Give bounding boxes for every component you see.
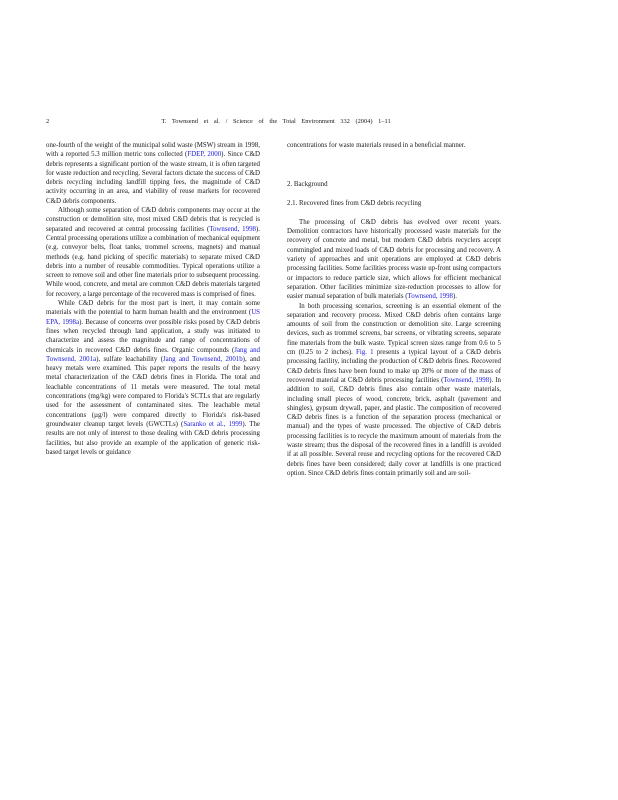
section-heading: 2. Background — [287, 181, 328, 189]
page-number: 2 — [46, 118, 50, 125]
paragraph — [287, 302, 501, 479]
paragraph — [46, 299, 260, 457]
paragraph — [287, 218, 501, 302]
paragraph — [46, 141, 260, 206]
paragraph-text: one-fourth of the weight of the municipal solid waste (MSW) stream in 1998, with a reported 5.3 million metric tons collected ( — [46, 142, 260, 159]
paragraph-text: ). The results are not only of interest to those dealing with C&D debris processing facilities, but also provide an example of the application of generic risk-based target levels or guidance — [46, 420, 260, 456]
citation-link[interactable]: Jang and Townsend, 2001b — [163, 355, 243, 363]
citation-link[interactable]: Townsend, 1998 — [407, 293, 453, 301]
citation-link[interactable]: US EPA, 1998a — [46, 309, 260, 326]
paragraph-text: While C&D debris for the most part is inert, it may contain some materials with the potential to harm human health and the environment ( — [46, 300, 260, 317]
paragraph-text: The processing of C&D debris has evolved over recent years. Demolition contractors have historically processed waste materials for the recovery of concrete and metal, but modern C&D debris recyclers accept commingled and mixed loads of C&D debris for processing and recovery. A variety of approaches and unit operations are employed at C&D debris processing facilities. Some facilities process waste up-front using compactors or impactors to reduce particle size, which allows for efficient mechanical separation. Other facilities minimize size-reduction processes to allow for easier manual separation of bulk materials ( — [287, 218, 501, 301]
running-header — [46, 118, 506, 130]
left-column — [46, 141, 260, 457]
paragraph-text: ). Central processing operations utilize a combination of mechanical equipment (e.g. conveyor belts, float tanks, trommel screens, magnets) and manual methods (e.g. hand picking of specific materials) to separate mixed C&D debris into a number of reusable commodities. Typical operations utilize a screen to remove soil and other fine materials prior to subsequent processing. While wood, concrete, and metal are common C&D debris materials targeted for recovery, a large percentage of the recovered mass is comprised of fines. — [46, 225, 260, 298]
paragraph-text: Although some separation of C&D debris components may occur at the construction or demolition site, most mixed C&D debris that is recycled is separated and recovered at central processing facilities ( — [46, 207, 260, 233]
paragraph-text: ), sulfate leachability ( — [96, 355, 163, 363]
citation-link[interactable]: Townsend, 1998 — [443, 376, 490, 384]
paragraph-text: ). In addition to soil, C&D debris fines also contain other waste materials, including small pieces of wood, concrete, brick, asphalt (pavement and shingles), gypsum drywall, paper, and plastic. The composition of recovered C&D debris fines is a function of the separation process (mechanical or manual) and the types of waste processed. The objective of C&D debris processing facilities is to recycle the maximum amount of materials from the waste stream; thus the disposal of the recovered fines in a landfill is avoided if at all possible. Several reuse and recycling options for the recovered C&D debris fines have been considered; daily cover at landfills is one practiced option. Since C&D debris fines contain primarily soil and are soil- — [287, 376, 502, 477]
paragraph-text: ). Since C&D debris represents a significant portion of the waste stream, it is often targeted for waste reduction and recycling. Several factors dictate the success of C&D debris recycling including landfill tipping fees, the magnitude of C&D activity occurring in an area, and viability of reuse markets for recovered C&D debris components. — [46, 151, 260, 205]
right-column — [287, 141, 501, 478]
figure-link[interactable]: Fig. 1 — [356, 349, 374, 357]
subsection-heading: 2.1. Recovered fines from C&D debris recycling — [287, 199, 422, 207]
paragraph: concentrations for waste materials reused in a beneficial manner. — [287, 142, 466, 149]
citation-link[interactable]: Townsend, 1998 — [209, 225, 256, 233]
citation-link[interactable]: FDEP, 2000 — [187, 151, 222, 159]
paragraph — [46, 206, 260, 299]
citation-link[interactable]: Saranko et al., 1999 — [183, 420, 243, 428]
paragraph-text: ). Because of concerns over possible risks posed by C&D debris fines when recycled through land application, a study was initiated to characterize and assess the magnitude and range of concentrations of chemicals in recovered C&D debris fines. Organic compounds ( — [46, 318, 260, 354]
paragraph-text: ). — [453, 293, 458, 301]
paragraph-text: presents a typical layout of a C&D debris processing facility, including the production of C&D debris fines. Recovered C&D debris fines have been found to make up 20% or more of the mass of recovered material at C&D debris processing facilities ( — [287, 349, 501, 384]
paragraph-text: In both processing scenarios, screening is an essential element of the separation and recovery process. Mixed C&D debris often contains large amounts of soil from the construction or demolition site. Large screening devices, such as trommel screens, bar screens, or vibrating screens, separate fine materials from the bulk waste. Typical screen sizes range from 0.6 to 5 cm (0.25 to 2 inches). — [287, 302, 501, 357]
journal-citation: T. Townsend et al. / Science of the Total Environment 332 (2004) 1–11 — [161, 118, 391, 125]
paragraph-text: ), and heavy metals were examined. This paper reports the results of the heavy metal characterization of the C&D debris fines in Florida. The total and leachable concentrations of 11 metals were measured. The total metal concentrations (mg/kg) were compared to Florida's SCTLs that are regularly used for the assessment of contaminated sites. The leachable metal concentrations (µg/l) were compared directly to Florida's risk-based groundwater cleanup target levels (GWCTLs) ( — [46, 355, 260, 428]
citation-link[interactable]: Jang and Townsend, 2001a — [46, 346, 260, 363]
